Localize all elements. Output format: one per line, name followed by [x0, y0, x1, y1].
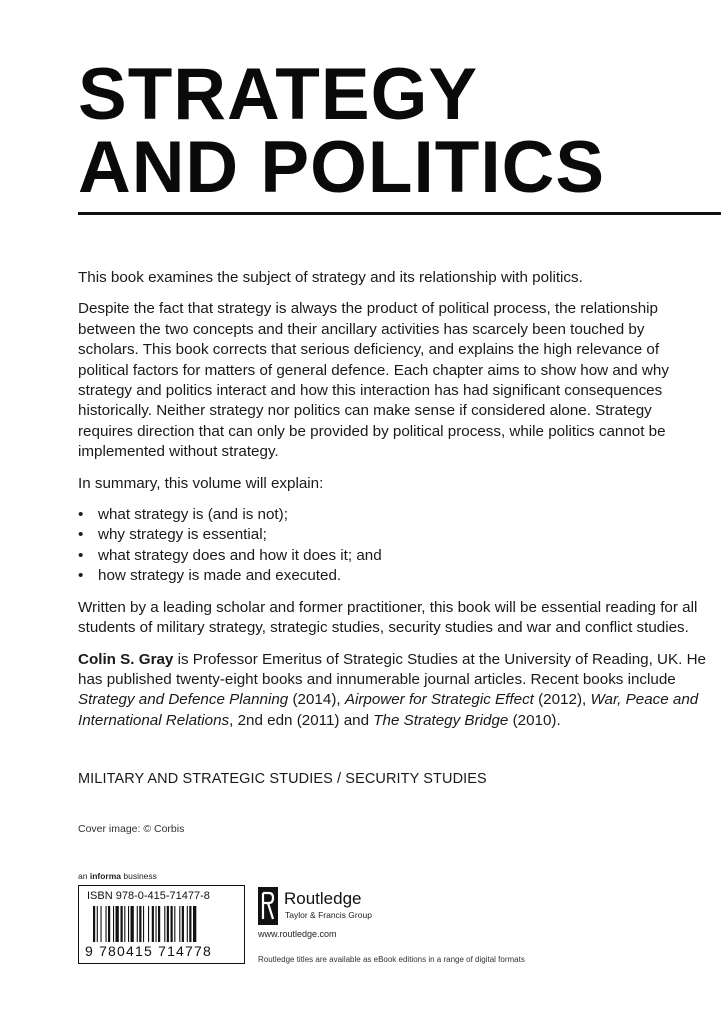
- book-title: [78, 54, 718, 208]
- book-title-ref: Airpower for Strategic Effect: [344, 691, 534, 709]
- barcode-bar: [143, 906, 144, 942]
- informa-brand: informa: [89, 871, 121, 881]
- bio-text: (2012),: [533, 691, 591, 709]
- barcode-bar: [156, 906, 157, 942]
- barcode-digits: 9 780415 714778: [85, 943, 212, 959]
- barcode-bar: [131, 906, 134, 942]
- barcode-bar: [179, 906, 180, 942]
- title-line-1: STRATEGY: [78, 54, 479, 135]
- barcode-bar: [106, 906, 107, 942]
- description-paragraph: Despite the fact that strategy is always the product of political process, the relationship between the two concepts and their ancillary activities has scarcely been touched by scholars. This book corrects that serious deficiency, and explains the high relevance of political factors for matters of general defence. Each chapter aims to show how and why strategy and politics interact and how this interaction has had significant consequences historically. Neither strategy nor politics can make sense if considered alone. Strategy requires direction that can only be provided by political process, while politics cannot be implemented without strategy.: [78, 300, 669, 461]
- barcode-bar: [101, 906, 102, 942]
- audience-paragraph: Written by a leading scholar and former practitioner, this book will be essential reading for all students of military strategy, strategic studies, security studies and war and conflict studies.: [78, 598, 698, 637]
- barcode-bar: [187, 906, 188, 942]
- list-item: • what strategy does and how it does it; and: [78, 546, 708, 566]
- publisher-name: Routledge: [284, 889, 362, 908]
- informa-tagline: [78, 871, 157, 881]
- barcode-bar: [124, 906, 125, 942]
- informa-suffix: business: [121, 871, 157, 881]
- barcode-bar: [148, 906, 149, 942]
- bio-text: (2014),: [288, 691, 345, 709]
- isbn-text: ISBN 978-0-415-71477-8: [87, 890, 210, 902]
- barcode-bar: [137, 906, 138, 942]
- barcode-icon: [78, 885, 245, 964]
- barcode-bar: [171, 906, 173, 942]
- book-title-ref: War, Peace and International Relations: [78, 691, 699, 729]
- publisher-website: www.routledge.com: [258, 929, 337, 939]
- barcode-bar: [128, 906, 129, 942]
- cover-credit: Cover image: © Corbis: [78, 823, 185, 835]
- barcode-bar: [97, 906, 98, 942]
- publisher-group: Taylor & Francis Group: [285, 910, 372, 920]
- bio-text: , 2nd edn (2011) and: [229, 711, 374, 729]
- barcode-bar: [113, 906, 114, 942]
- list-item: • why strategy is essential;: [78, 525, 708, 545]
- barcode-bar: [139, 906, 141, 942]
- routledge-logo-icon: [258, 887, 278, 925]
- summary-list: [78, 505, 708, 587]
- list-item: • how strategy is made and executed.: [78, 566, 708, 586]
- barcode-bar: [93, 906, 95, 942]
- barcode-bar: [158, 906, 160, 942]
- barcode-bar: [108, 906, 110, 942]
- barcode-bar: [116, 906, 119, 942]
- barcode-bar: [121, 906, 123, 942]
- barcode-bar: [182, 906, 184, 942]
- barcode-bar: [174, 906, 175, 942]
- barcode-bar: [193, 906, 196, 942]
- subject-category: MILITARY AND STRATEGIC STUDIES / SECURITY STUDIES: [78, 771, 487, 787]
- barcode-bar: [189, 906, 191, 942]
- barcode-bar: [167, 906, 169, 942]
- bio-text: (2010).: [508, 711, 561, 729]
- barcode-bar: [152, 906, 154, 942]
- intro-paragraph: This book examines the subject of strategy and its relationship with politics.: [78, 269, 583, 286]
- barcode-bars: [93, 906, 233, 942]
- author-bio: [78, 650, 708, 732]
- barcode-bar: [164, 906, 165, 942]
- title-rule: [78, 212, 721, 215]
- book-title-ref: The Strategy Bridge: [373, 711, 509, 729]
- summary-lead: In summary, this volume will explain:: [78, 474, 324, 492]
- author-name: Colin S. Gray: [78, 650, 174, 668]
- blurb: [78, 268, 708, 742]
- book-title-ref: Strategy and Defence Planning: [78, 691, 289, 709]
- bio-text: is Professor Emeritus of Strategic Studies at the University of Reading, UK. He has published twenty-eight books and innumerable journal articles. Recent books include: [78, 650, 707, 688]
- informa-prefix: an: [78, 871, 90, 881]
- ebook-note: Routledge titles are available as eBook editions in a range of digital formats: [258, 955, 525, 964]
- title-line-2: AND POLITICS: [78, 127, 606, 208]
- list-item: • what strategy is (and is not);: [78, 505, 708, 525]
